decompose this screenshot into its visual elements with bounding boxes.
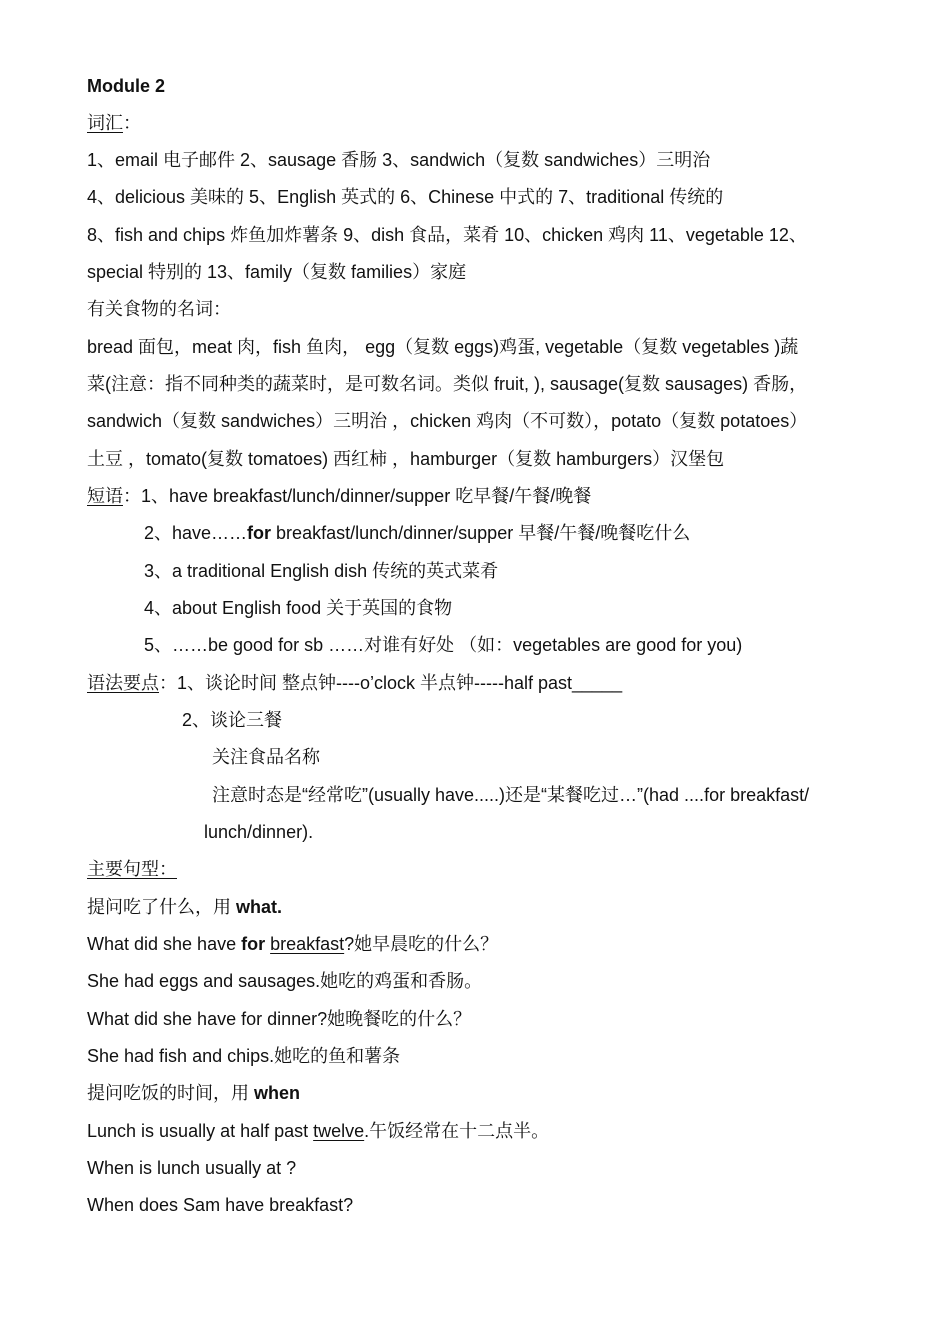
phrases-colon: ：: [123, 486, 141, 506]
lunch-end: .午饭经常在十二点半。: [364, 1121, 550, 1141]
food-nouns-line-3: sandwich（复数 sandwiches）三明治 ，chicken 鸡肉（不可数），potato（复数 potatoes）: [87, 411, 808, 431]
food-nouns-line-2: 菜(注意：指不同种类的蔬菜时，是可数名词。类似 fruit, ), sausage(复数 sausages) 香肠，: [87, 374, 808, 394]
vocab-line-2: 4、delicious 美味的 5、English 英式的 6、Chinese 中式的 7、traditional 传统的: [87, 187, 724, 207]
what-keyword: what.: [236, 897, 283, 917]
vocab-heading: 词汇: [87, 113, 123, 133]
phrases-heading: 短语: [87, 486, 123, 506]
vocab-line-1: 1、email 电子邮件 2、sausage 香肠 3、sandwich（复数 sandwiches）三明治: [87, 150, 711, 170]
phrase-2-for: for: [247, 523, 272, 543]
food-nouns-line-1: bread 面包，meat 肉，fish 鱼肉， egg（复数 eggs)鸡蛋, vegetable（复数 vegetables )蔬: [87, 337, 799, 357]
vocab-line-4: special 特别的 13、family（复数 families）家庭: [87, 262, 467, 282]
phrase-5: 5、……be good for sb ……对谁有好处 （如：vegetables are good for you): [144, 635, 743, 655]
phrases-line-1: [87, 485, 591, 507]
grammar-point-1: 1、谈论时间 整点钟----o’clock 半点钟-----half past_____: [177, 673, 623, 693]
phrase-1: 1、have breakfast/lunch/dinner/supper 吃早餐/午餐/晚餐: [141, 486, 592, 506]
what-intro-text: 提问吃了什么，用: [87, 897, 237, 917]
lunch-start: Lunch is usually at half past: [87, 1121, 314, 1141]
vocab-colon: ：: [123, 113, 141, 133]
food-nouns-line-4: 土豆 ，tomato(复数 tomatoes) 西红柿 ，hamburger（复数 hamburgers）汉堡包: [87, 449, 725, 469]
module-title: Module 2: [87, 76, 166, 96]
grammar-sub-2: 注意时态是“经常吃”(usually have.....)还是“某餐吃过…”(had ....for breakfast/: [212, 785, 810, 805]
phrase-3: 3、a traditional English dish 传统的英式菜肴: [144, 561, 499, 581]
phrase-2-end: breakfast/lunch/dinner/supper 早餐/午餐/晚餐吃什么: [271, 523, 691, 543]
question-dinner: What did she have for dinner?她晚餐吃的什么？: [87, 1009, 472, 1029]
phrase-2-start: 2、have……: [144, 523, 248, 543]
when-intro-line: [87, 1082, 300, 1104]
when-intro-text: 提问吃饭的时间，用: [87, 1083, 255, 1103]
food-nouns-heading: 有关食物的名词：: [87, 299, 231, 319]
grammar-point-2: 2、谈论三餐: [182, 710, 283, 730]
q1-for: for: [241, 934, 266, 954]
question-sam-breakfast: When does Sam have breakfast?: [87, 1195, 354, 1215]
grammar-sub-1: 关注食品名称: [212, 747, 320, 767]
vocab-line-3: 8、fish and chips 炸鱼加炸薯条 9、dish 食品，菜肴 10、chicken 鸡肉 11、vegetable 12、: [87, 225, 807, 245]
phrase-2: [144, 522, 690, 544]
q1-breakfast: breakfast: [270, 934, 345, 954]
vocab-heading-line: [87, 112, 141, 134]
what-intro-line: [87, 896, 282, 918]
q1-start: What did she have: [87, 934, 242, 954]
phrase-4: 4、about English food 关于英国的食物: [144, 598, 453, 618]
q1-end: ?她早晨吃的什么？: [344, 934, 499, 954]
question-breakfast: [87, 933, 498, 955]
grammar-line-1: [87, 672, 622, 694]
lunch-twelve: twelve: [313, 1121, 365, 1141]
grammar-sub-3: lunch/dinner).: [204, 822, 314, 842]
grammar-colon: ：: [159, 673, 177, 693]
lunch-sentence: [87, 1120, 549, 1142]
when-keyword: when: [254, 1083, 301, 1103]
grammar-heading: 语法要点: [87, 673, 159, 693]
question-lunch-time: When is lunch usually at ?: [87, 1158, 297, 1178]
sentences-heading: 主要句型：: [87, 859, 177, 879]
answer-breakfast: She had eggs and sausages.她吃的鸡蛋和香肠。: [87, 971, 483, 991]
answer-dinner: She had fish and chips.她吃的鱼和薯条: [87, 1046, 401, 1066]
